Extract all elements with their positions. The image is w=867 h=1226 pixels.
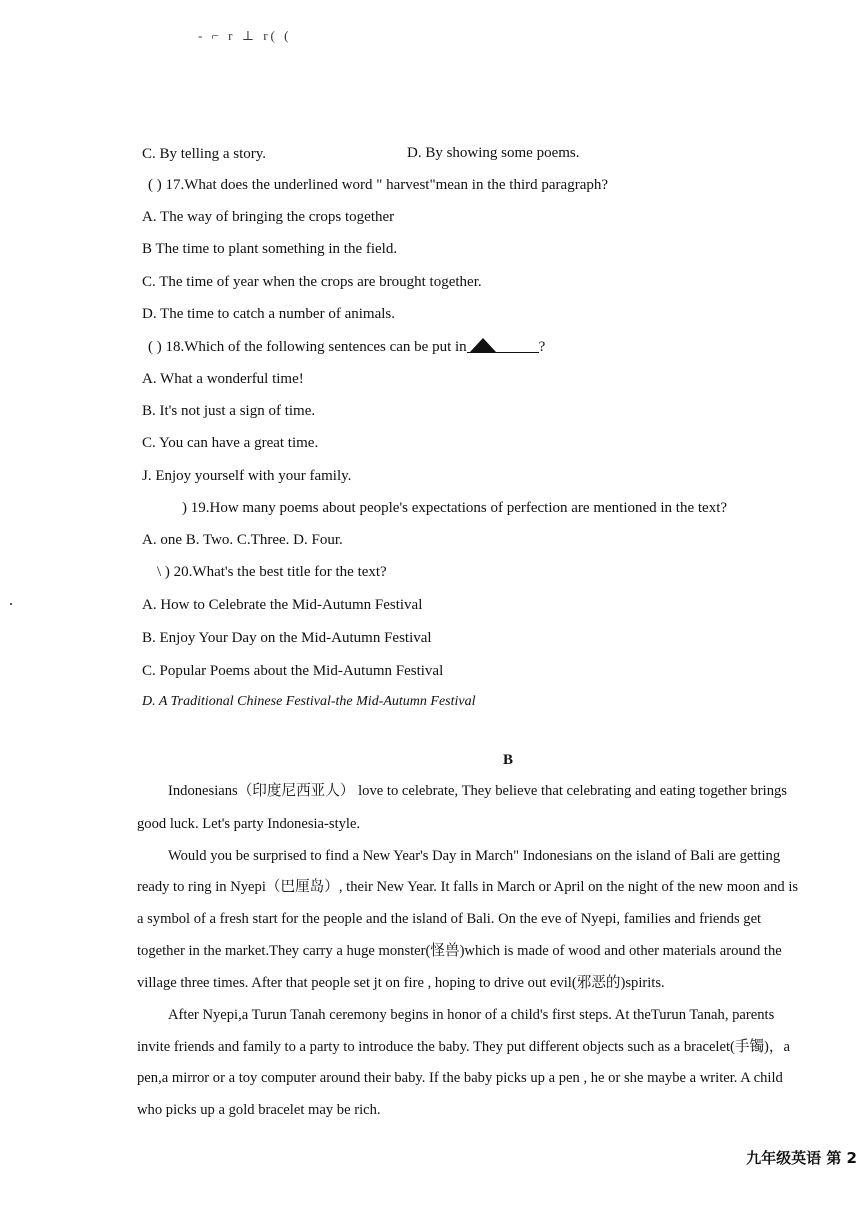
q18-option-c: C. You can have a great time. <box>142 435 319 451</box>
page-footer: 九年级英语 第 2 <box>746 1149 857 1167</box>
q18-question <box>148 337 545 357</box>
passage-p1-line1: Indonesians（印度尼西亚人） love to celebrate, They believe that celebrating and eating together brings <box>168 783 787 799</box>
passage-p3-line1: After Nyepi,a Turun Tanah ceremony begins in honor of a child's first steps. At theTurun Tanah, parents <box>168 1007 775 1023</box>
q18-option-a: A. What a wonderful time! <box>142 371 304 387</box>
q16-option-d: D. By showing some poems. <box>407 145 580 161</box>
q19-question: ) 19.How many poems about people's expectations of perfection are mentioned in the text? <box>182 500 728 516</box>
q18-question-mark: ? <box>538 339 546 355</box>
answer-blank <box>467 338 539 353</box>
q17-question: ( ) 17.What does the underlined word " harvest"mean in the third paragraph? <box>148 177 609 193</box>
q17-option-a: A. The way of bringing the crops together <box>142 209 395 225</box>
q18-option-d: J. Enjoy yourself with your family. <box>142 468 352 484</box>
passage-p3-line3: pen,a mirror or a toy computer around their baby. If the baby picks up a pen , he or she maybe a writer. A child <box>137 1070 783 1086</box>
passage-p2-line4: together in the market.They carry a huge monster(怪兽)which is made of wood and other materials around the <box>137 943 782 959</box>
q17-option-d: D. The time to catch a number of animals. <box>142 306 395 322</box>
passage-p3-line4: who picks up a gold bracelet may be rich. <box>137 1102 381 1118</box>
passage-p2-line5: village three times. After that people set jt on fire , hoping to drive out evil(邪恶的)spirits. <box>137 975 665 991</box>
margin-speck <box>10 603 12 605</box>
q17-option-b: B The time to plant something in the field. <box>142 241 398 257</box>
q20-option-b: B. Enjoy Your Day on the Mid-Autumn Festival <box>142 630 432 646</box>
q20-question: \ ) 20.What's the best title for the text? <box>157 564 387 580</box>
passage-p2-line1: Would you be surprised to find a New Year's Day in March" Indonesians on the island of Bali are getting <box>168 848 781 864</box>
section-b-heading: B <box>503 752 514 768</box>
cropped-header-fragment: - ⌐ r ⊥ r( ( <box>198 28 292 43</box>
q18-option-b: B. It's not just a sign of time. <box>142 403 316 419</box>
passage-p2-line2: ready to ring in Nyepi（巴厘岛）, their New Year. It falls in March or April on the night of the new moon and is <box>137 879 799 895</box>
q16-option-c: C. By telling a story. <box>142 146 267 162</box>
passage-p2-line3: a symbol of a fresh start for the people and the island of Bali. On the eve of Nyepi, families and friends get <box>137 911 762 927</box>
q20-option-d: D. A Traditional Chinese Festival-the Mid-Autumn Festival <box>142 694 476 709</box>
q17-option-c: C. The time of year when the crops are brought together. <box>142 274 482 290</box>
q19-options: A. one B. Two. C.Three. D. Four. <box>142 532 343 548</box>
q18-question-text: ( ) 18.Which of the following sentences can be put in <box>148 339 467 355</box>
triangle-icon <box>470 338 496 352</box>
q20-option-c: C. Popular Poems about the Mid-Autumn Festival <box>142 663 444 679</box>
passage-p1-line2: good luck. Let's party Indonesia-style. <box>137 816 361 832</box>
passage-p3-line2: invite friends and family to a party to introduce the baby. They put different objects such as a bracelet(手镯)，a <box>137 1039 790 1055</box>
q20-option-a: A. How to Celebrate the Mid-Autumn Festival <box>142 597 423 613</box>
